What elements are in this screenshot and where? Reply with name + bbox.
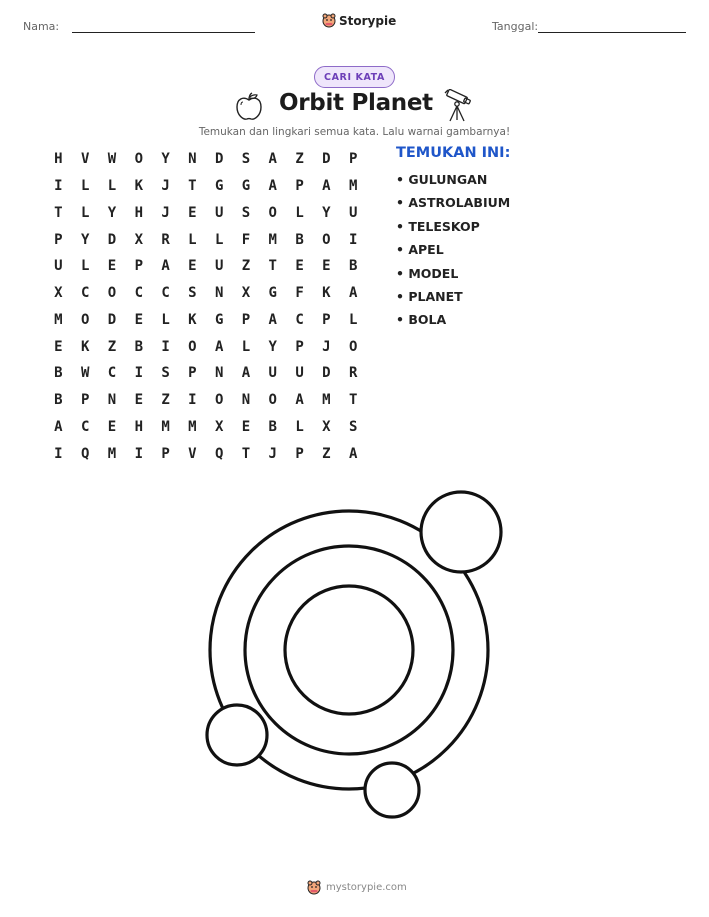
grid-letter[interactable]: A [241, 365, 251, 382]
grid-letter[interactable]: B [295, 231, 304, 248]
grid-letter[interactable]: I [134, 445, 143, 462]
grid-letter[interactable]: S [348, 418, 358, 435]
word-list [396, 170, 510, 334]
grid-letter[interactable]: J [322, 338, 331, 355]
grid-letter[interactable]: P [241, 311, 251, 328]
grid-letter[interactable]: D [322, 151, 331, 168]
grid-letter[interactable]: Y [161, 151, 170, 168]
grid-letter[interactable]: E [107, 258, 117, 275]
word-list-item: • TELESKOP [396, 218, 480, 234]
grid-letter[interactable]: X [241, 285, 251, 302]
grid-letter[interactable]: U [348, 204, 358, 221]
grid-letter[interactable]: P [348, 151, 358, 168]
grid-letter[interactable]: L [348, 311, 358, 328]
grid-letter[interactable]: I [161, 338, 170, 355]
grid-letter[interactable]: E [322, 258, 331, 275]
grid-letter[interactable]: N [241, 392, 251, 409]
grid-letter[interactable]: X [134, 231, 143, 248]
grid-letter[interactable]: P [295, 178, 304, 195]
grid-letter[interactable]: D [107, 311, 117, 328]
word-search-grid[interactable] [45, 146, 367, 467]
grid-letter[interactable]: Y [322, 204, 331, 221]
date-line[interactable] [538, 32, 686, 33]
grid-letter[interactable]: M [188, 418, 197, 435]
storypie-mascot-icon [322, 13, 336, 28]
grid-letter[interactable]: I [188, 392, 197, 409]
grid-letter[interactable]: D [107, 231, 117, 248]
grid-letter[interactable]: V [80, 151, 90, 168]
grid-letter[interactable]: M [107, 445, 117, 462]
grid-letter[interactable]: A [268, 178, 277, 195]
grid-letter[interactable]: K [322, 285, 331, 302]
grid-letter[interactable]: C [80, 418, 90, 435]
grid-letter[interactable]: F [241, 231, 251, 248]
grid-letter[interactable]: P [134, 258, 143, 275]
grid-letter[interactable]: P [295, 338, 304, 355]
grid-letter[interactable]: A [348, 285, 358, 302]
word-list-item: • PLANET [396, 288, 463, 304]
grid-letter[interactable]: K [80, 338, 90, 355]
grid-letter[interactable]: Y [80, 231, 90, 248]
grid-letter[interactable]: A [54, 418, 63, 435]
grid-letter[interactable]: O [268, 204, 277, 221]
grid-letter[interactable]: O [188, 338, 197, 355]
grid-letter[interactable]: L [295, 204, 304, 221]
apple-icon [235, 91, 263, 121]
grid-letter[interactable]: K [134, 178, 143, 195]
grid-letter[interactable]: N [107, 392, 117, 409]
grid-letter[interactable]: J [161, 204, 170, 221]
grid-letter[interactable]: O [322, 231, 331, 248]
grid-letter[interactable]: A [268, 151, 277, 168]
grid-letter[interactable]: T [188, 178, 197, 195]
grid-letter[interactable]: T [54, 204, 63, 221]
grid-letter[interactable]: H [134, 204, 143, 221]
grid-letter[interactable]: O [134, 151, 143, 168]
grid-letter[interactable]: P [295, 445, 304, 462]
grid-letter[interactable]: G [214, 178, 224, 195]
grid-letter[interactable]: O [80, 311, 90, 328]
grid-letter[interactable]: W [107, 151, 117, 168]
word-list-item: • MODEL [396, 265, 459, 281]
grid-letter[interactable]: P [322, 311, 331, 328]
brand-name: Storypie [339, 13, 397, 28]
storypie-mascot-icon [307, 880, 321, 895]
planet-top-right[interactable] [421, 492, 501, 572]
grid-letter[interactable]: A [348, 445, 358, 462]
grid-letter[interactable]: T [241, 445, 251, 462]
grid-letter[interactable]: M [54, 311, 63, 328]
word-list-item: • APEL [396, 242, 444, 258]
grid-letter[interactable]: A [268, 311, 277, 328]
grid-letter[interactable]: L [214, 231, 224, 248]
grid-letter[interactable]: L [80, 178, 90, 195]
grid-letter[interactable]: S [241, 151, 251, 168]
grid-letter[interactable]: B [134, 338, 143, 355]
telescope-icon [442, 89, 474, 123]
grid-letter[interactable]: O [214, 392, 224, 409]
grid-letter[interactable]: L [80, 204, 90, 221]
grid-letter[interactable]: X [214, 418, 224, 435]
brand-logo [322, 13, 396, 28]
grid-letter[interactable]: P [54, 231, 63, 248]
grid-letter[interactable]: C [161, 285, 170, 302]
grid-letter[interactable]: Q [214, 445, 224, 462]
grid-letter[interactable]: Y [268, 338, 277, 355]
grid-letter[interactable]: E [134, 392, 143, 409]
grid-letter[interactable]: U [268, 365, 277, 382]
grid-letter[interactable]: S [161, 365, 170, 382]
grid-letter[interactable]: G [214, 311, 224, 328]
grid-letter[interactable]: I [348, 231, 358, 248]
grid-letter[interactable]: E [188, 204, 197, 221]
grid-letter[interactable]: G [241, 178, 251, 195]
grid-letter[interactable]: R [161, 231, 170, 248]
grid-letter[interactable]: B [54, 392, 63, 409]
grid-letter[interactable]: U [214, 258, 224, 275]
grid-letter[interactable]: U [295, 365, 304, 382]
grid-letter[interactable]: B [268, 418, 277, 435]
grid-letter[interactable]: Z [241, 258, 251, 275]
grid-letter[interactable]: V [188, 445, 197, 462]
planet-bottom[interactable] [365, 763, 419, 817]
grid-letter[interactable]: T [268, 258, 277, 275]
grid-letter[interactable]: C [107, 365, 117, 382]
grid-letter[interactable]: O [268, 392, 277, 409]
grid-letter[interactable]: Z [322, 445, 331, 462]
grid-letter[interactable]: H [54, 151, 63, 168]
grid-letter[interactable]: J [268, 445, 277, 462]
grid-letter[interactable]: N [214, 365, 224, 382]
grid-letter[interactable]: I [134, 365, 143, 382]
grid-letter[interactable]: L [295, 418, 304, 435]
grid-letter[interactable]: A [295, 392, 304, 409]
grid-letter[interactable]: W [80, 365, 90, 382]
grid-letter[interactable]: G [268, 285, 277, 302]
grid-letter[interactable]: L [161, 311, 170, 328]
word-list-item: • GULUNGAN [396, 172, 488, 187]
name-line[interactable] [72, 32, 255, 33]
grid-letter[interactable]: P [188, 365, 197, 382]
center-planet[interactable] [285, 586, 413, 714]
grid-letter[interactable]: Z [107, 338, 117, 355]
grid-letter[interactable]: A [214, 338, 224, 355]
grid-letter[interactable]: E [295, 258, 304, 275]
grid-letter[interactable]: R [348, 365, 358, 382]
grid-letter[interactable]: E [54, 338, 63, 355]
grid-letter[interactable]: L [188, 231, 197, 248]
grid-letter[interactable]: C [295, 311, 304, 328]
footer-url[interactable]: mystorypie.com [326, 882, 407, 893]
name-label: Nama: [23, 20, 60, 33]
grid-letter[interactable]: C [80, 285, 90, 302]
grid-letter[interactable]: Q [80, 445, 90, 462]
grid-letter[interactable]: N [188, 151, 197, 168]
grid-letter[interactable]: L [107, 178, 117, 195]
grid-letter[interactable]: J [161, 178, 170, 195]
grid-letter[interactable]: H [134, 418, 143, 435]
date-label: Tanggal: [492, 20, 539, 33]
grid-letter[interactable]: F [295, 285, 304, 302]
grid-letter[interactable]: T [348, 392, 358, 409]
grid-letter[interactable]: U [214, 204, 224, 221]
grid-letter[interactable]: B [54, 365, 63, 382]
instructions [0, 126, 709, 138]
grid-letter[interactable]: M [161, 418, 170, 435]
grid-letter[interactable]: L [241, 338, 251, 355]
grid-letter[interactable]: C [134, 285, 143, 302]
grid-letter[interactable]: U [54, 258, 63, 275]
grid-letter[interactable]: E [241, 418, 251, 435]
grid-letter[interactable]: N [214, 285, 224, 302]
grid-letter[interactable]: I [54, 178, 63, 195]
grid-letter[interactable]: E [188, 258, 197, 275]
word-list-item: • ASTROLABIUM [396, 195, 511, 211]
planet-left[interactable] [207, 705, 267, 765]
grid-letter[interactable]: Y [107, 204, 117, 221]
grid-letter[interactable]: S [241, 204, 251, 221]
page-title: Orbit Planet [279, 90, 433, 116]
grid-letter[interactable]: Z [295, 151, 304, 168]
grid-letter[interactable]: P [161, 445, 170, 462]
grid-letter[interactable]: M [268, 231, 277, 248]
grid-letter[interactable]: O [107, 285, 117, 302]
grid-letter[interactable]: S [188, 285, 197, 302]
word-list-item: • BOLA [396, 312, 447, 328]
grid-letter[interactable]: E [107, 418, 117, 435]
grid-letter[interactable]: X [54, 285, 63, 302]
grid-letter[interactable]: O [348, 338, 358, 355]
grid-letter[interactable]: D [214, 151, 224, 168]
instructions-text: Temukan dan lingkari semua kata. Lalu warnai gambarnya! [198, 126, 511, 138]
word-search-badge: CARI KATA [314, 66, 395, 88]
grid-letter[interactable]: L [80, 258, 90, 275]
grid-letter[interactable]: D [322, 365, 331, 382]
orbit-coloring-picture[interactable] [203, 490, 508, 820]
grid-letter[interactable]: A [322, 178, 331, 195]
grid-letter[interactable]: I [54, 445, 63, 462]
grid-letter[interactable]: A [161, 258, 170, 275]
grid-letter[interactable]: X [322, 418, 331, 435]
grid-letter[interactable]: Z [161, 392, 170, 409]
grid-letter[interactable]: P [80, 392, 90, 409]
grid-letter[interactable]: M [322, 392, 331, 409]
grid-letter[interactable]: M [348, 178, 358, 195]
grid-letter[interactable]: B [348, 258, 358, 275]
grid-letter[interactable]: K [188, 311, 197, 328]
footer [307, 880, 407, 895]
grid-letter[interactable]: E [134, 311, 143, 328]
find-list-title: TEMUKAN INI: [396, 145, 511, 161]
